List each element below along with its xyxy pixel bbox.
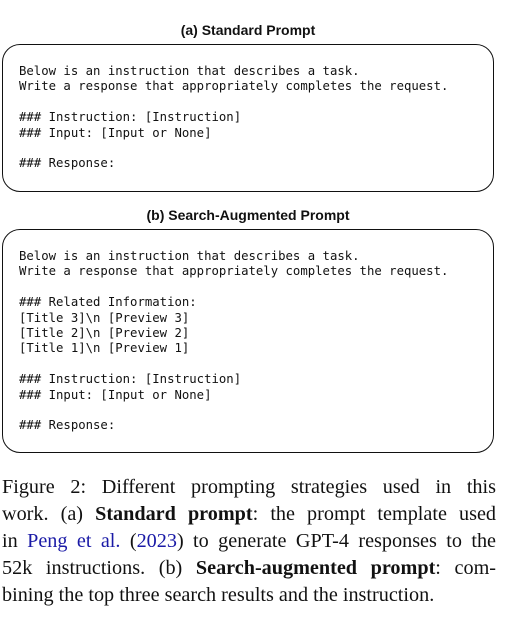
prompt-line: Write a response that appropriately completes the request. bbox=[19, 264, 449, 279]
prompt-line bbox=[19, 141, 448, 156]
caption-term-search-augmented-prompt: Search-augmented prompt bbox=[195, 557, 436, 579]
prompt-line bbox=[19, 403, 448, 418]
panel-a-title: (a) Standard Prompt bbox=[180, 22, 316, 38]
caption-line: Figure 2: Different prompting strategies used in this bbox=[2, 476, 496, 498]
citation-link-year[interactable]: 2023 bbox=[136, 530, 177, 552]
prompt-line: Write a response that appropriately completes the request. bbox=[19, 79, 449, 94]
prompt-line: Below is an instruction that describes a task. bbox=[19, 249, 360, 263]
prompt-line: ### Instruction: [Instruction] bbox=[19, 110, 242, 125]
caption-line: bining the top three search results and the instruction. bbox=[2, 584, 435, 606]
caption-text: : com- bbox=[435, 557, 496, 579]
prompt-line: ### Response: bbox=[19, 156, 116, 171]
caption-line bbox=[2, 501, 496, 528]
prompt-line: ### Instruction: [Instruction] bbox=[19, 372, 242, 387]
prompt-line bbox=[19, 357, 448, 372]
caption-text: in bbox=[2, 530, 28, 552]
caption-text: work. (a) bbox=[2, 503, 96, 525]
prompt-line bbox=[19, 280, 448, 295]
prompt-line: Below is an instruction that describes a task. bbox=[19, 64, 360, 78]
prompt-line: ### Related Information: bbox=[19, 295, 197, 310]
panel-a-box bbox=[2, 44, 494, 192]
prompt-line: ### Response: bbox=[19, 418, 116, 433]
caption-text: ) to generate GPT-4 responses to the bbox=[176, 530, 497, 552]
caption-text: ( bbox=[120, 530, 137, 552]
prompt-line: [Title 3]\n [Preview 3] bbox=[19, 310, 190, 325]
caption-line bbox=[2, 528, 496, 555]
figure-caption bbox=[2, 474, 496, 609]
panel-b-prompt-text bbox=[19, 249, 448, 434]
caption-line bbox=[2, 555, 496, 582]
prompt-line: [Title 1]\n [Preview 1] bbox=[19, 341, 190, 356]
prompt-line: [Title 2]\n [Preview 2] bbox=[19, 325, 190, 340]
caption-term-standard-prompt: Standard prompt bbox=[95, 503, 253, 525]
prompt-line: ### Input: [Input or None] bbox=[19, 125, 212, 140]
caption-text: : the prompt template used bbox=[252, 503, 497, 525]
panel-a-prompt-text bbox=[19, 64, 448, 172]
citation-link-author[interactable]: Peng et al. bbox=[27, 530, 121, 552]
caption-text: 52k instructions. (b) bbox=[2, 557, 196, 579]
prompt-line bbox=[19, 95, 448, 110]
prompt-line: ### Input: [Input or None] bbox=[19, 387, 212, 402]
panel-b-title: (b) Search-Augmented Prompt bbox=[146, 207, 350, 223]
panel-b-box bbox=[2, 229, 494, 453]
